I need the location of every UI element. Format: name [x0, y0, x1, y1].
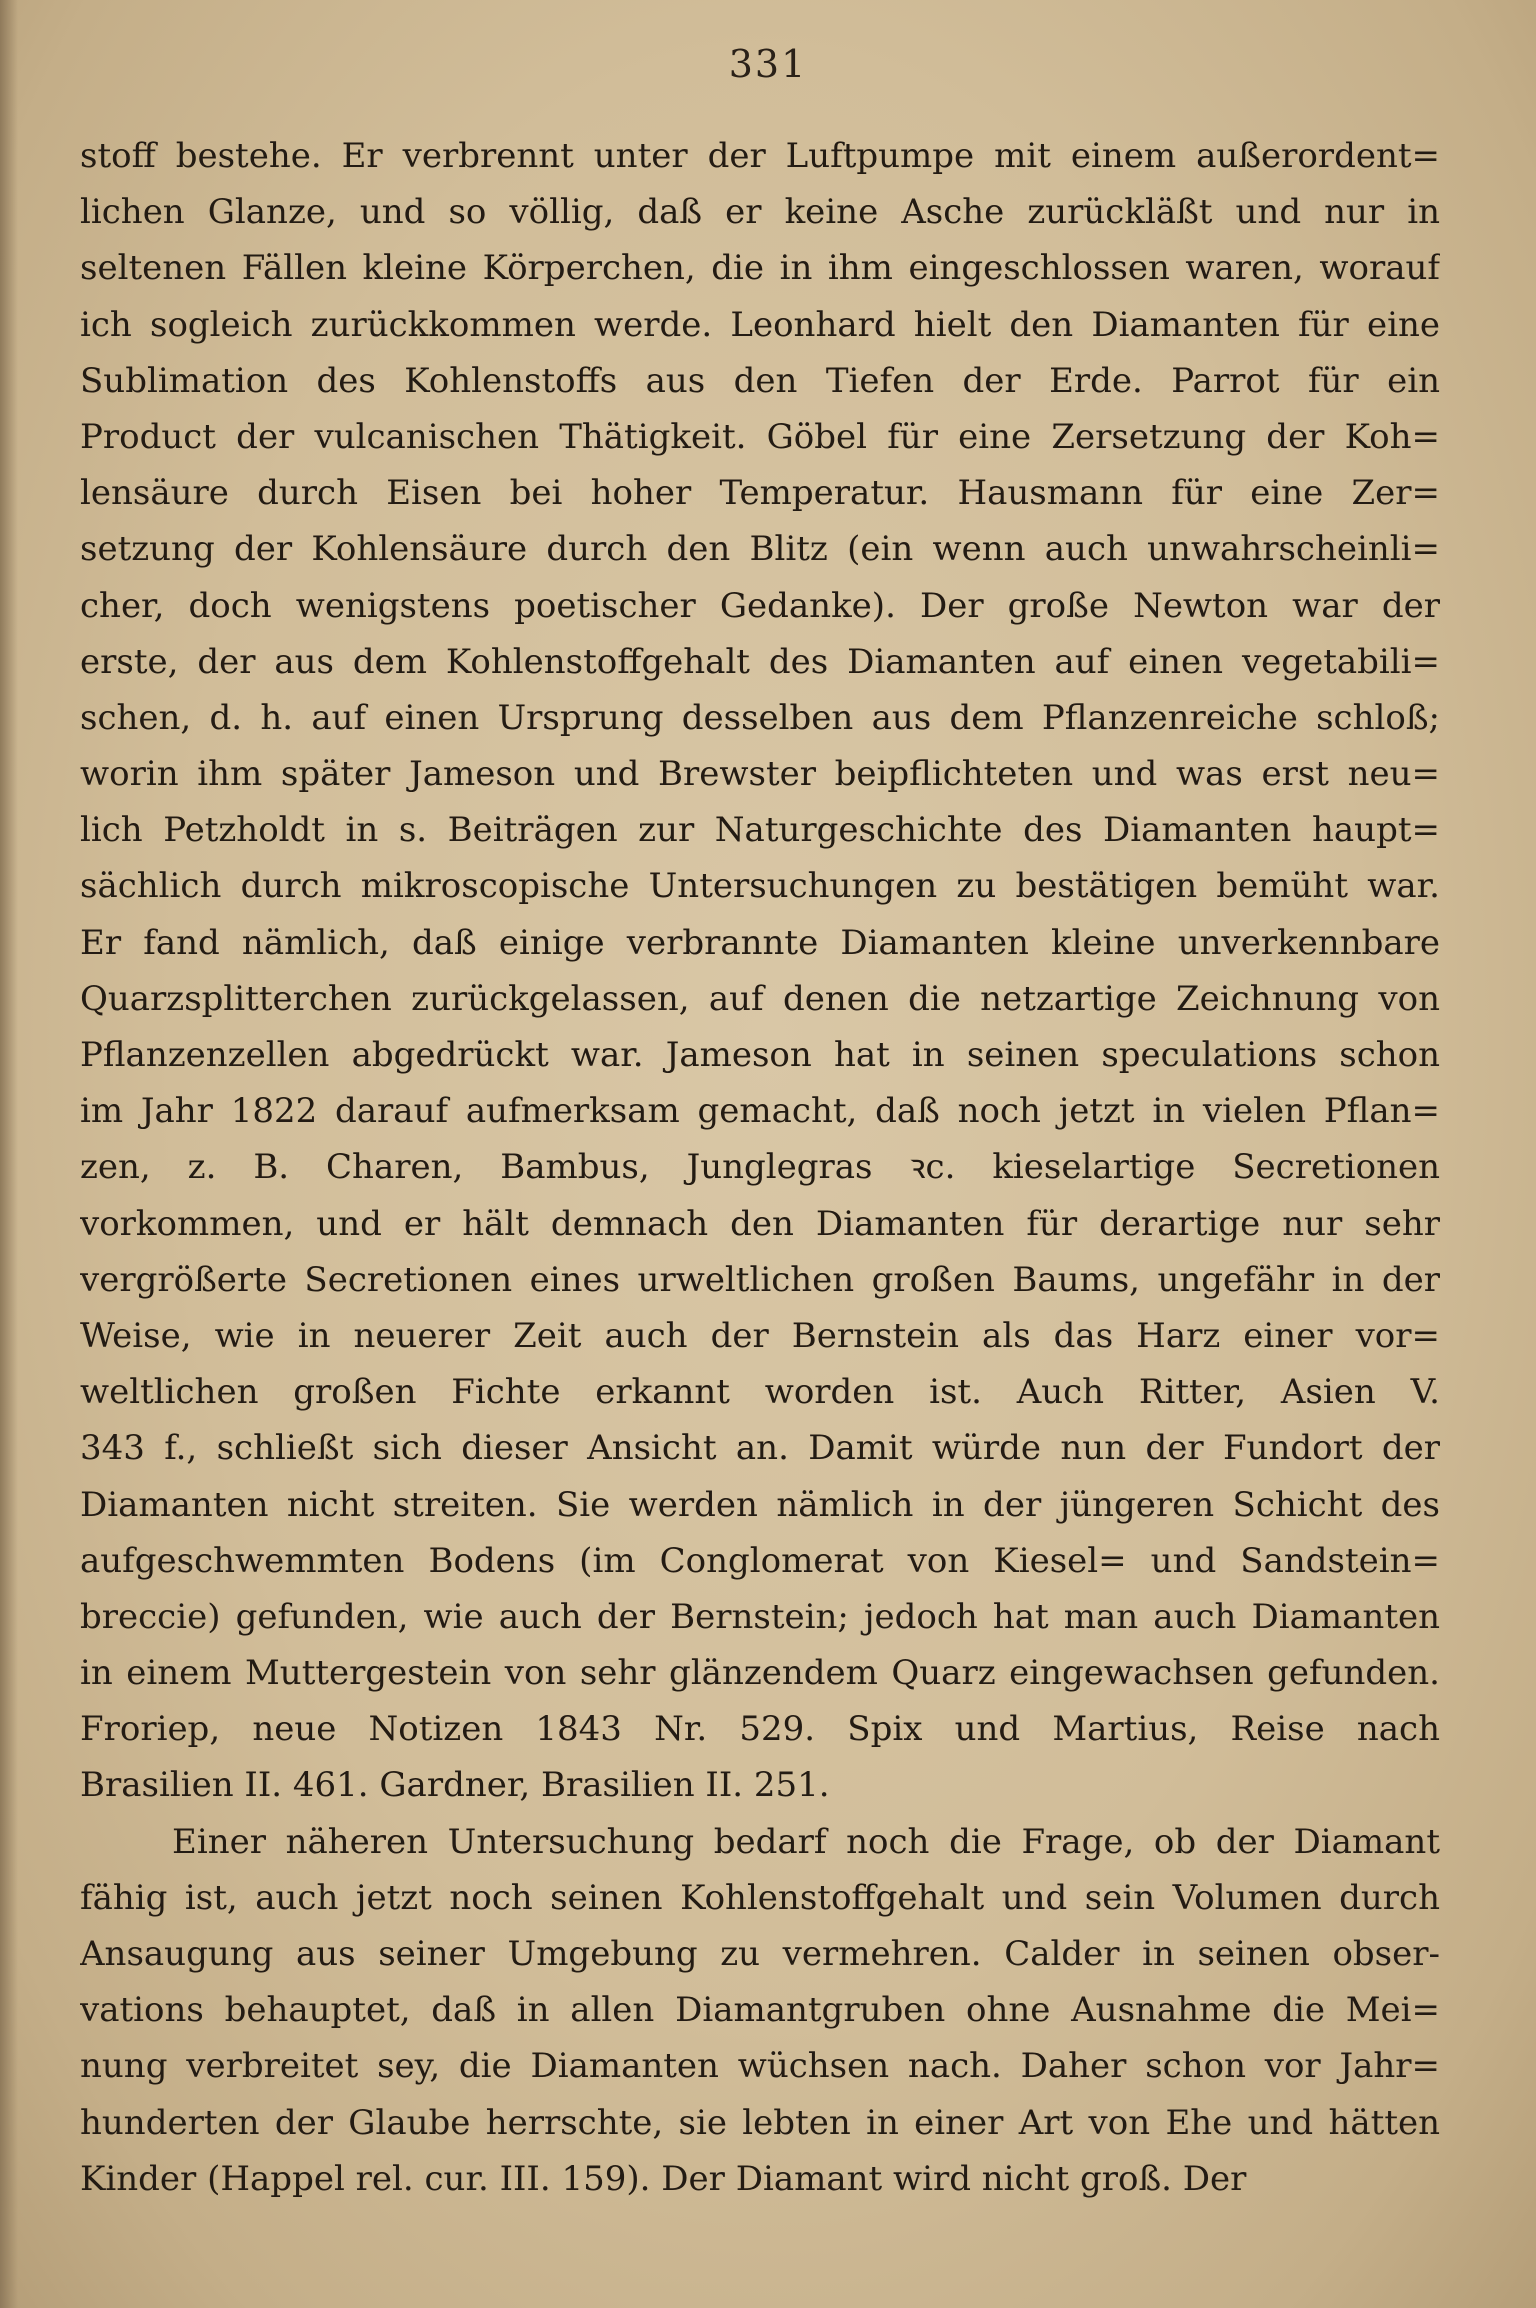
text-line: in einem Muttergestein von sehr glänzendem Quarz eingewachsen gefunden. — [80, 1653, 1440, 1694]
text-line: seltenen Fällen kleine Körperchen, die in ihm eingeschlossen waren, worauf — [80, 248, 1440, 289]
text-line: Einer näheren Untersuchung bedarf noch die Frage, ob der Diamant — [172, 1821, 1440, 1862]
text-line: breccie) gefunden, wie auch der Bernstein; jedoch hat man auch Diamanten — [80, 1596, 1440, 1637]
text-line: vorkommen, und er hält demnach den Diamanten für derartige nur sehr — [80, 1203, 1440, 1244]
text-line: hunderten der Glaube herrschte, sie lebten in einer Art von Ehe und hätten — [80, 2102, 1440, 2143]
text-line: erste, der aus dem Kohlenstoffgehalt des Diamanten auf einen vegetabili= — [80, 641, 1440, 682]
text-line: cher, doch wenigstens poetischer Gedanke). Der große Newton war der — [80, 585, 1440, 626]
text-line: Ansaugung aus seiner Umgebung zu vermehren. Calder in seinen obser- — [80, 1934, 1440, 1974]
text-line: lichen Glanze, und so völlig, daß er keine Asche zurückläßt und nur in — [80, 192, 1440, 233]
text-line: lich Petzholdt in s. Beiträgen zur Naturgeschichte des Diamanten haupt= — [80, 810, 1440, 851]
text-line: 343 f., schließt sich dieser Ansicht an. Damit würde nun der Fundort der — [80, 1428, 1440, 1469]
text-line: worin ihm später Jameson und Brewster beipflichteten und was erst neu= — [80, 754, 1440, 795]
text-line: ich sogleich zurückkommen werde. Leonhard hielt den Diamanten für eine — [80, 304, 1440, 345]
text-line: Froriep, neue Notizen 1843 Nr. 529. Spix und Martius, Reise nach — [80, 1709, 1440, 1750]
text-line: Brasilien II. 461. Gardner, Brasilien II. 251. — [80, 1765, 830, 1806]
text-line: Weise, wie in neuerer Zeit auch der Bernstein als das Harz einer vor= — [80, 1315, 1440, 1356]
text-line: nung verbreitet sey, die Diamanten wüchsen nach. Daher schon vor Jahr= — [80, 2046, 1440, 2087]
text-line: lensäure durch Eisen bei hoher Temperatur. Hausmann für eine Zer= — [80, 473, 1440, 514]
text-line: weltlichen großen Fichte erkannt worden ist. Auch Ritter, Asien V. — [80, 1372, 1440, 1413]
text-line: Diamanten nicht streiten. Sie werden nämlich in der jüngeren Schicht des — [80, 1484, 1440, 1525]
text-line: stoff bestehe. Er verbrennt unter der Luftpumpe mit einem außerordent= — [80, 136, 1440, 176]
text-line: Er fand nämlich, daß einige verbrannte Diamanten kleine unverkennbare — [80, 922, 1440, 963]
text-line: sächlich durch mikroscopische Untersuchungen zu bestätigen bemüht war. — [80, 866, 1440, 907]
page-edge-shadow — [0, 0, 18, 2308]
text-line: Kinder (Happel rel. cur. III. 159). Der Diamant wird nicht groß. Der — [80, 2158, 1247, 2199]
text-line: Product der vulcanischen Thätigkeit. Göbel für eine Zersetzung der Koh= — [80, 416, 1440, 457]
text-line: zen, z. B. Charen, Bambus, Junglegras ꝛc. kieselartige Secretionen — [80, 1147, 1440, 1188]
body-text — [80, 128, 1440, 2207]
text-line: Quarzsplitterchen zurückgelassen, auf denen die netzartige Zeichnung von — [80, 978, 1440, 1019]
page-number: 331 — [728, 42, 808, 86]
text-line: im Jahr 1822 darauf aufmerksam gemacht, daß noch jetzt in vielen Pflan= — [80, 1091, 1440, 1132]
text-line: Pflanzenzellen abgedrückt war. Jameson hat in seinen speculations schon — [80, 1035, 1440, 1075]
text-line: schen, d. h. auf einen Ursprung desselben aus dem Pflanzenreiche schloß; — [80, 697, 1440, 738]
text-line: vergrößerte Secretionen eines urweltlichen großen Baums, ungefähr in der — [80, 1259, 1440, 1300]
text-line: fähig ist, auch jetzt noch seinen Kohlenstoffgehalt und sein Volumen durch — [80, 1877, 1440, 1918]
text-line: vations behauptet, daß in allen Diamantgruben ohne Ausnahme die Mei= — [80, 1990, 1440, 2031]
text-line: setzung der Kohlensäure durch den Blitz (ein wenn auch unwahrscheinli= — [80, 529, 1440, 570]
text-line: aufgeschwemmten Bodens (im Conglomerat von Kiesel= und Sandstein= — [80, 1540, 1440, 1581]
text-line: Sublimation des Kohlenstoffs aus den Tiefen der Erde. Parrot für ein — [80, 360, 1440, 401]
